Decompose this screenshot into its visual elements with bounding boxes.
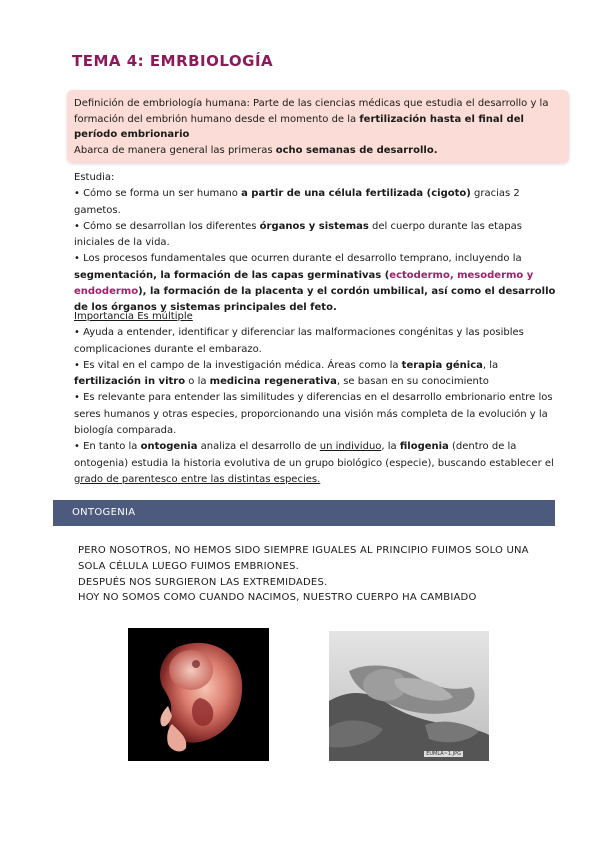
bold-text: a partir de una célula fertilizada (cigoto) bbox=[241, 188, 471, 200]
estudia-bullet-1 bbox=[74, 186, 560, 219]
section-banner bbox=[53, 500, 555, 526]
text: • Cómo se forma un ser humano bbox=[74, 188, 242, 200]
text: , la bbox=[381, 441, 400, 453]
bold-text: ontogenia bbox=[140, 441, 198, 453]
baby-hands-illustration bbox=[329, 631, 489, 761]
text: (dentro de la ontogenia) estudia la historia evolutiva de un grupo biológico (especie), buscando establecer el bbox=[74, 441, 554, 469]
estudia-bullet-2 bbox=[74, 219, 560, 252]
estudia-heading: Estudia: bbox=[74, 172, 115, 183]
importancia-bullet-2 bbox=[74, 358, 560, 391]
ontogenia-line-3: HOY NO SOMOS COMO CUANDO NACIMOS, NUESTRO CUERPO HA CAMBIADO bbox=[78, 592, 477, 604]
importancia-bullet-4 bbox=[74, 439, 560, 488]
text: o la bbox=[185, 376, 210, 388]
text: , la bbox=[482, 359, 499, 371]
bold-text: órganos y sistemas bbox=[259, 220, 369, 232]
text: gracias 2 gametos. bbox=[74, 188, 520, 216]
bold-text: filogenia bbox=[399, 441, 449, 453]
underlined-text: grado de parentesco entre las distintas especies. bbox=[74, 473, 321, 485]
definition-part: Definición de embriología humana: Parte de las ciencias médicas que estudia el desarrollo y la formación del embrión humano desde el momento de la bbox=[74, 98, 549, 125]
importancia-section bbox=[74, 309, 560, 488]
bold-text: terapia génica bbox=[401, 359, 483, 371]
highlight-text: ectodermo, mesodermo y endodermo bbox=[74, 269, 534, 298]
text: • Los procesos fundamentales que ocurren durante el desarrollo temprano, incluyendo la bbox=[74, 253, 522, 265]
text: • Cómo se desarrollan los diferentes bbox=[74, 220, 260, 232]
text: • Es vital en el campo de la investigación médica. Áreas como la bbox=[74, 359, 402, 371]
importancia-bullet-1: • Ayuda a entender, identificar y diferenciar las malformaciones congénitas y las posibles complicaciones durante el embarazo. bbox=[74, 327, 524, 355]
definition-bold: ocho semanas de desarrollo. bbox=[275, 144, 438, 156]
ontogenia-line-2: DESPUÉS NOS SURGIERON LAS EXTREMIDADES. bbox=[78, 576, 328, 588]
text: del cuerpo durante las etapas iniciales de la vida. bbox=[74, 220, 522, 249]
embryo-photo bbox=[128, 628, 269, 761]
estudia-bullet-3 bbox=[74, 251, 560, 316]
bold-text: segmentación, la formación de las capas germinativas ( bbox=[74, 269, 390, 281]
bold-text: fertilización in vitro bbox=[74, 376, 186, 388]
banner-label: ONTOGENIA bbox=[72, 507, 136, 518]
ontogenia-line-1: PERO NOSOTROS, NO HEMOS SIDO SIEMPRE IGUALES AL PRINCIPIO FUIMOS SOLO UNA SOLA CÉLULA LUEGO FUIMOS EMBRIONES. bbox=[78, 545, 529, 572]
bold-text: ), la formación de la placenta y el cordón umbilical, así como el desarrollo de los órganos y sistemas principales del feto. bbox=[74, 286, 556, 314]
definition-part: Abarca de manera general las primeras bbox=[74, 144, 276, 156]
ontogenia-text bbox=[78, 543, 548, 606]
importancia-heading: Importancia Es múltiple bbox=[74, 311, 193, 322]
estudia-section bbox=[74, 170, 560, 317]
underlined-text: un individuo bbox=[319, 441, 382, 453]
text: , se basan en su conocimiento bbox=[336, 376, 489, 388]
text: • En tanto la bbox=[74, 441, 141, 453]
importancia-bullet-3: • Es relevante para entender las similitudes y diferencias en el desarrollo embrionario entre los seres humanos y otras especies, proporcionando una visión más completa de la evolución y la biología comparada. bbox=[74, 392, 553, 437]
text: analiza el desarrollo de bbox=[197, 441, 320, 453]
embryo-illustration bbox=[128, 628, 269, 761]
baby-hands-photo bbox=[329, 631, 489, 761]
definition-bold: fertilización hasta el final del período embrionario bbox=[74, 113, 524, 140]
bold-text: medicina regenerativa bbox=[209, 376, 337, 388]
photo-filename-caption: EUMLA~1.JPG bbox=[426, 751, 461, 757]
definition-text bbox=[74, 96, 564, 158]
page-title: TEMA 4: EMRBIOLOGÍA bbox=[72, 52, 274, 70]
